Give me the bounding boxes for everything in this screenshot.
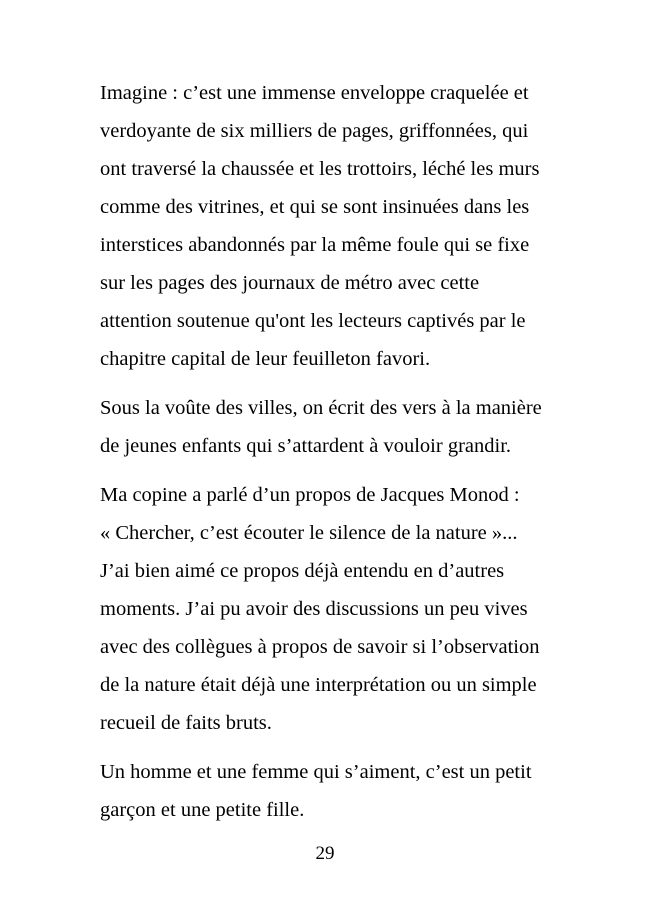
text-line: Un homme et une femme qui s’aiment, c’est un petit bbox=[100, 761, 532, 783]
paragraph-2 bbox=[100, 389, 580, 465]
text-line: recueil de faits bruts. bbox=[100, 712, 272, 734]
text-line: chapitre capital de leur feuilleton favori. bbox=[100, 348, 431, 370]
text-line: « Chercher, c’est écouter le silence de la nature »... bbox=[100, 522, 518, 544]
paragraph-1 bbox=[100, 74, 580, 378]
text-line: Sous la voûte des villes, on écrit des vers à la manière bbox=[100, 397, 542, 419]
page-number: 29 bbox=[315, 843, 335, 864]
text-line: interstices abandonnés par la même foule qui se fixe bbox=[100, 234, 530, 256]
text-line: de jeunes enfants qui s’attardent à vouloir grandir. bbox=[100, 435, 512, 457]
text-line: garçon et une petite fille. bbox=[100, 799, 305, 821]
text-line: avec des collègues à propos de savoir si l’observation bbox=[100, 636, 540, 658]
paragraph-4 bbox=[100, 753, 580, 829]
text-line: J’ai bien aimé ce propos déjà entendu en d’autres bbox=[100, 560, 505, 582]
text-line: moments. J’ai pu avoir des discussions un peu vives bbox=[100, 598, 528, 620]
text-line: ont traversé la chaussée et les trottoirs, léché les murs bbox=[100, 158, 540, 180]
paragraph-3 bbox=[100, 476, 580, 742]
text-line: Imagine : c’est une immense enveloppe craquelée et bbox=[100, 82, 529, 104]
body-text bbox=[100, 74, 580, 840]
text-line: comme des vitrines, et qui se sont insinuées dans les bbox=[100, 196, 530, 218]
text-line: attention soutenue qu'ont les lecteurs captivés par le bbox=[100, 310, 526, 332]
text-line: verdoyante de six milliers de pages, griffonnées, qui bbox=[100, 120, 529, 142]
text-line: Ma copine a parlé d’un propos de Jacques Monod : bbox=[100, 484, 520, 506]
text-line: de la nature était déjà une interprétation ou un simple bbox=[100, 674, 537, 696]
text-line: sur les pages des journaux de métro avec cette bbox=[100, 272, 480, 294]
